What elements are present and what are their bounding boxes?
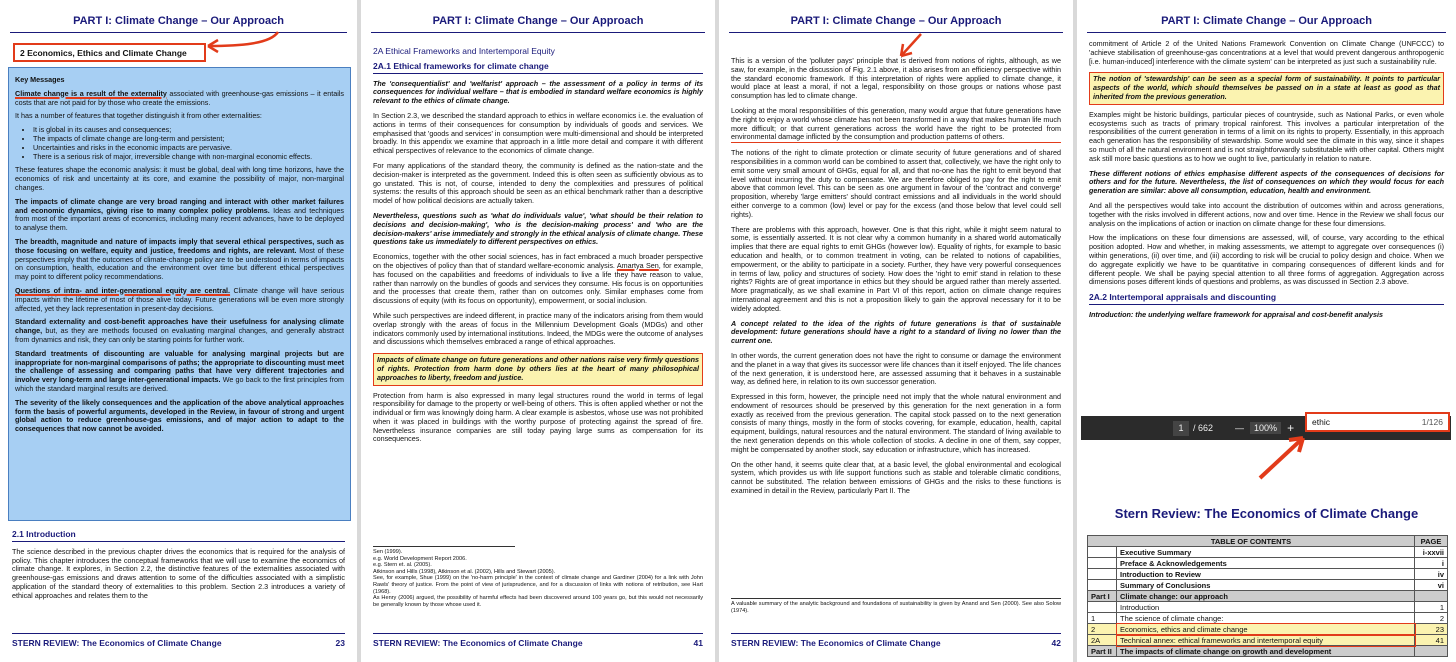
page-number-input[interactable]: 1 xyxy=(1173,421,1189,436)
footnote: e.g. World Development Report 2006. xyxy=(373,555,467,562)
highlighted-passage: The notion of 'stewardship' can be seen as a special form of sustainability. It points to particular aspects of the world, which should themselves be passed on in a state at least as good as that inherited from the previous generation. xyxy=(1089,72,1444,104)
footnote: See, for example, Shue (1999) on the 'no-harm principle' in the context of climate change and Gardiner (2004) for a link with John Rawls' theory of justice. From the point of view of jurisprudence, and for a discussion of links with notions of retribution, see Hart (1968). xyxy=(373,575,703,595)
toc-row[interactable]: 1 The science of climate change: 2 xyxy=(1088,613,1448,624)
match-count: 1/126 xyxy=(1421,417,1443,427)
document-page-42: PART I: Climate Change – Our Approach This is a version of the 'polluter pays' principle that is derived from notions of rights, although, as we saw, for example, in the discussion of Fig. 2.1 above, it also arises from an efficiency perspective within the standard economic framework. If this interpretation of rights were applied to climate change, it would place at least a moral, if not a legal, responsibility on those groups or nations whose past consumption has led to climate change. Looking at the moral responsibilities of this generation, many would argue that future generations have the right to enjoy a world whose climate has not been transformed in a way that makes human life much more difficult; or that current generations across the world have the right to be protected from environmental damage inflicted by the consumption and production patterns of others. The notions of the right to climate protection or climate security of future generations and of shared responsibilities in a common world can be combined to assert that, collectively, we have the right only to emit some very small amount of GHGs, equal for all, and that no-one has the right to emit beyond that level without incurring the duty to compensate. We are therefore obliged to pay for the right to emit above that common level. This can be seen as one argument in favour of the 'contract and converge' proposition, whereby 'large emitters' should contract emissions and all individuals in the world should either converge to a common (low) level or pay for the excess (and those below that level could sell rights). There are problems with this approach, however. One is that this right, while it might seem natural to some, is essentially asserted. It is not clear why a common humanity in a shared world automatically implies that there are equal rights to emit GHGs (however low). Equality of rights, for example to basic education and health, or to common treatment in voting, can be related to notions of capabilities, empowerment, or the ability to participate in a society. Further, they have very powerful consequences in terms of law, policy and structures of society. How does the 'right to emit' stand in relation to these rights? Rights are of great importance in ethics but they should be argued rather than merely asserted. More pragmatically, as we shall examine in Part VI of this report, action on climate change requires international agreement and this is not a proposition likely to gain the approval necessary for it to be widely adopted. A concept related to the idea of the rights of future generations is that of sustainable development: future generations should have a right to a standard of living no lower than the current one. In other words, the current generation does not have the right to consume or damage the environment and the planet in a way that gives its successor were life chances than it itself enjoyed. The life chances of the next generation, it is understood here, are assessed assuming that it behaves in a sustainable way, as defined here, in relation to its own successor generation. Expressed in this form, however, the principle need not imply that the whole natural environment and endowment of resources should be preserved by this generation for the next generation in a form exactly as received from the previous generation. The capital stock passed on to the next generation consists of many things, mostly in the form of stocks covering, for example, education, health, capital equipment, buildings, natural resources and the natural environment. The standard of living available to the next generation depends on this whole collection of stocks. A decline in one of them, say copper, might be compensated by another stock, say education or infrastructure, which has increased. On the other hand, it seems quite clear that, at a basic level, the global environmental and ecological system, which provides us with life support functions such as stable and tolerable climatic conditions, cannot be substituted. The relation between emissions of GHGs and the risks to these functions is examined in detail in the Review, particularly Part II. The A valuable summary of the analytic background and foundations of sustainability is given by Anand and Sen (2000). See also Solow (1974). STERN REVIEW: The Economics of Climate Change 42 xyxy=(719,0,1073,662)
footnote: Sen (1999). xyxy=(373,549,403,555)
find-input[interactable]: ethic xyxy=(1312,417,1330,427)
page-footer: STERN REVIEW: The Economics of Climate Change 41 xyxy=(373,633,703,648)
toc-header: TABLE OF CONTENTS xyxy=(1088,536,1415,547)
arrow-icon xyxy=(1255,430,1311,482)
page-header: PART I: Climate Change – Our Approach xyxy=(432,15,644,27)
key-messages-box: Key Messages Climate change is a result of the externality associated with greenhouse-gas emissions – it entails costs that are not paid for by those who create the emissions. It has a number of features that together distinguish it from other externalities: • It is global in its causes and consequences; • The impacts of climate change are long-term and persistent; • Uncertainties and risks in the economic impacts are pervasive. • There is a serious risk of major, irreversible change with non-marginal economic effects. These features shape the economic analysis: it must be global, deal with long time horizons, have the economics of risk and uncertainty at its core, and examine the possibility of major, non-marginal changes. The impacts of climate change are very broad ranging and interact with other market failures and economic dynamics, giving rise to many complex policy problems. Ideas and techniques from most of the important areas of economics, including many recent advances, have to be deployed to analyse them. The breadth, magnitude and nature of impacts imply that several ethical perspectives, such as those focusing on welfare, equity and justice, freedoms and rights, are relevant. Most of these perspectives imply that the outcomes of climate-change policy are to be understood in terms of impacts on consumption, health, education and the environment over time but different ethical perspectives may point to different policy recommendations. Questions of intra- and inter-generational equity are central. Climate change will have serious impacts within the lifetime of most of those alive today. Future generations will be even more strongly affected, yet they lack representation in present-day decisions. Standard externality and cost-benefit approaches have their usefulness for analysing climate change, but, as they are methods focused on evaluating marginal changes, and generally abstract from dynamics and risk, they can only be starting points for further work. Standard treatments of discounting are valuable for analysing marginal projects but are inappropriate for non-marginal comparisons of paths; the appropriate to discounting must meet the challenge of assessing and comparing paths that have very different trajectories and involve very long-term and large inter-generational impacts. We go back to the first principles from which the standard marginal results are derived. The severity of the likely consequences and the application of the above analytical approaches form the basis of powerful arguments, developed in the Review, in favour of strong and urgent global action to reduce greenhouse-gas emissions, and of major action to adapt to the consequences that now cannot be avoided. xyxy=(8,67,351,521)
document-page-23 xyxy=(0,0,357,662)
zoom-in-button[interactable]: + xyxy=(1287,421,1295,435)
page-header: PART I: Climate Change – Our Approach xyxy=(790,15,1002,27)
toc-row[interactable]: Part I Climate change: our approach xyxy=(1088,591,1448,602)
footnote: Atkinson and Hills (1998), Atkinson et al. (2002), Hills and Stewart (2005). xyxy=(373,568,556,575)
footnote: A valuable summary of the analytic background and foundations of sustainability is given by Anand and Sen (2000). See also Solow (1974). xyxy=(731,598,1061,614)
page-footer: STERN REVIEW: The Economics of Climate Change 23 xyxy=(12,633,345,648)
list-item: • It is global in its causes and consequences; xyxy=(33,126,344,135)
toc-row[interactable]: 2 Economics, ethics and climate change 23 xyxy=(1088,624,1448,635)
find-bar xyxy=(1305,412,1450,432)
toc-header-page: PAGE xyxy=(1415,536,1448,547)
toc-row[interactable]: Part II The impacts of climate change on growth and development xyxy=(1088,646,1448,657)
highlighted-passage: Impacts of climate change on future generations and other nations raise very firmly questions of rights. Protection from harm done by others lies at the heart of many philosophical approaches to liberty, freedom and justice. xyxy=(373,353,703,385)
toc-row[interactable]: Executive Summary i-xxvii xyxy=(1088,547,1448,558)
list-item: • The impacts of climate change are long-term and persistent; xyxy=(33,135,344,144)
underlined-passage: Looking at the moral responsibilities of this generation, many would argue that future generations have the right to enjoy a world whose climate has not been transformed in a way that makes human life much more difficult; or that current generations across the world have the right to be protected from environmental damage inflicted by the consumption and production patterns of others. xyxy=(731,105,1061,142)
zoom-level[interactable]: 100% xyxy=(1250,422,1281,434)
zoom-out-button[interactable]: — xyxy=(1235,423,1245,433)
document-page-43: PART I: Climate Change – Our Approach commitment of Article 2 of the United Nations Framework Convention on Climate Change (UNFCCC) to 'achieve stabilisation of greenhouse-gas concentrations at a level that would prevent dangerous anthropogenic [i.e. human-induced] interference with the climate system' can be interpreted as just such a sustainability rule. The notion of 'stewardship' can be seen as a special form of sustainability. It points to particular aspects of the world, which should themselves be passed on in a state at least as good as that inherited from the previous generation. Examples might be historic buildings, particular pieces of countryside, such as National Parks, or even whole ecosystems such as tracts of primary tropical rainforest. This involves a particular interpretation of the responsibilities of the current generation in terms of a limit on its rights to property. Essentially, in this approach each generation has the responsibility of stewardship. Some would see the climate in this way, since it shapes so much of all the natural environment and is not straightforwardly substitutable with other capital. Others might ask still more basic questions as to how we ought to live, particularly in relation to nature. These different notions of ethics emphasise different aspects of the consequences of decisions for others and for the future. Nevertheless, the list of consequences on which they would focus for each generation are similar: above all consumption, education, health and environment. And all the perspectives would take into account the distribution of outcomes within and across generations, together with the risks involved in different actions, now and over time. Hence in the Review we shall focus our analysis on the implications of action or inaction on climate change for these four dimensions. How the implications on these four dimensions are assessed, will, of course, vary according to the ethical position adopted. How and whether, in making assessments, we attempt to aggregate over consequences (i) within generations, (ii) over time, and (iii) according to risk will be crucial to policy design and choice. When we do aggregate explicitly we have to be quantitative in comparing consequences of different kinds and for different people. We shall be paying special attention to all three forms of aggregation. Aggregation across dimensions poses different kinds of questions and problems, as was discussed in Section 2.3 above. 2A.2 Intertemporal appraisals and discounting Introduction: the underlying welfare framework for appraisal and cost-benefit analysis Stern Review: The Economics of Climate Change xyxy=(1077,0,1456,662)
subsection-heading: 2A.2 Intertemporal appraisals and discounting xyxy=(1089,293,1444,305)
toc-title: Stern Review: The Economics of Climate Change xyxy=(1114,506,1419,521)
curved-arrow-icon xyxy=(190,26,285,56)
toc-row[interactable]: Introduction to Review iv xyxy=(1088,569,1448,580)
footnote: As Henry (2006) argued, the possibility of harmful effects had been discovered around 100 years go, but this would not necessarily be generally known by those whose used it. xyxy=(373,595,703,608)
page-total: / 662 xyxy=(1193,423,1214,433)
toc-row[interactable]: Preface & Acknowledgements i xyxy=(1088,558,1448,569)
page-header: PART I: Climate Change – Our Approach xyxy=(1161,15,1372,27)
intro-section: 2.1 Introduction The science described in the previous chapter drives the economics that is required for the analysis of policy. This chapter introduces the conceptual frameworks that we will use to examine the economics of climate change. It explores, in Section 2.2, the distinctive features of the externalities associated with greenhouse-gas emissions and draws attention to some of the difficulties associated with a simplistic application of the standard theory of externalities to this problem. Section 2.3 introduces a variety of ethical approaches and relates them to the xyxy=(12,529,345,600)
page-header: PART I: Climate Change – Our Approach xyxy=(73,15,284,27)
toc-table xyxy=(1087,535,1448,657)
footnote: e.g. Stern et. al. (2005). xyxy=(373,562,432,569)
features-list xyxy=(33,126,344,161)
page-footer: STERN REVIEW: The Economics of Climate Change 42 xyxy=(731,633,1061,648)
toc-row[interactable]: Introduction 1 xyxy=(1088,602,1448,613)
subsection-heading: 2A.1 Ethical frameworks for climate change xyxy=(373,62,703,74)
list-item: • There is a serious risk of major, irreversible change with non-marginal economic effects. xyxy=(33,153,344,162)
toc-row[interactable]: 2A Technical annex: ethical frameworks and intertemporal equity 41 xyxy=(1088,635,1448,646)
toc-row[interactable]: Summary of Conclusions vi xyxy=(1088,580,1448,591)
list-item: • Uncertainties and risks in the economic impacts are pervasive. xyxy=(33,144,344,153)
arrow-icon xyxy=(895,32,925,60)
author-name: Amartya Sen xyxy=(616,260,659,270)
document-page-41: PART I: Climate Change – Our Approach 2A Ethical Frameworks and Intertemporal Equity 2A.1 Ethical frameworks for climate change The 'consequentialist' and 'welfarist' approach – the assessment of a policy in terms of its consequences for individual welfare – that is embodied in standard welfare economics is highly relevant to the ethics of climate change. In Section 2.3, we described the standard approach to ethics in welfare economics i.e. the evaluation of actions in terms of their consequences for consumption by individuals of goods and services. We emphasised that 'goods and services' in consumption were multi-dimensional and should be interpreted broadly. In this appendix we examine that approach in a little more detail and compare it with different ethical perspectives of relevance to the economics of climate change. For many applications of the standard theory, the community is defined as the nation-state and the decision-maker is interpreted as the government. Indeed this is often seen as sufficiently obvious as to go unstated. This is not, of course, intended to deny the complexities and pressures of political systems: the results of this approach should be seen as an ethical benchmark rather than a descriptive model of how political decisions are actually taken. Nevertheless, questions such as 'what do individuals value', 'what should be their relation to decisions and decision-making', 'who is the decision-making process' and 'who are the decision-makers' arise immediately and strongly in the ethical analysis of climate change. These questions take us immediately to different perspectives on ethics. Economics, together with the other social sciences, has in fact embraced a much broader perspective on the objectives of policy than that of standard welfare-economic analysis. Amartya Sen, for example, has focused on the capabilities and freedoms of individuals to live a life they have reason to value, rather than narrowly on the bundles of goods and services they consume. His focus is on opportunities and the processes that create them, rather than on outcomes only. Similar emphases come from discussions of equity (with its focus on opportunity), empowerment, or social inclusion. While such perspectives are indeed different, in practice many of the indicators arising from them would overlap strongly with the areas of focus in the Millennium Development Goals (MDGs) and other indicators commonly used by international institutions. Indeed, the MDGs were the outcome of analyses and discussions which themselves embraced a range of ethical approaches. Impacts of climate change on future generations and other nations raise very firmly questions of rights. Protection from harm done by others lies at the heart of many philosophical approaches to liberty, freedom and justice. Protection from harm is also expressed in many legal structures round the world in terms of legal responsibility for damage to the property or well-being of others. This is often applied whether or not the individual or firm was knowingly doing harm. A clear example is asbestos, whose use was not prohibited when it was placed in buildings with the worthy purpose of protecting against the spread of fire. Nevertheless insurance companies are still today paying large sums as compensation for its consequences. Sen (1999). e.g. World Development Report 2006. e.g. Stern et. al. (2005). Atkinson and Hills (1998), Atkinson et al. (2002), Hills and Stewart (2005). See, for example, Shue (1999) on the 'no-harm principle' in the context of climate change and Gardiner (2004) for a link with John Rawls' theory of justice. From the point of view of jurisprudence, and for a discussion of links with notions of retribution, see Hart (1968). As Henry (2006) argued, the possibility of harmful effects had been discovered around 100 years go, but this would not necessarily be generally known by those whose used it. STERN REVIEW: The Economics of Climate Change 41 xyxy=(361,0,715,662)
section-heading: 2A Ethical Frameworks and Intertemporal Equity xyxy=(373,46,555,56)
section-heading: 2 Economics, Ethics and Climate Change xyxy=(13,43,206,62)
